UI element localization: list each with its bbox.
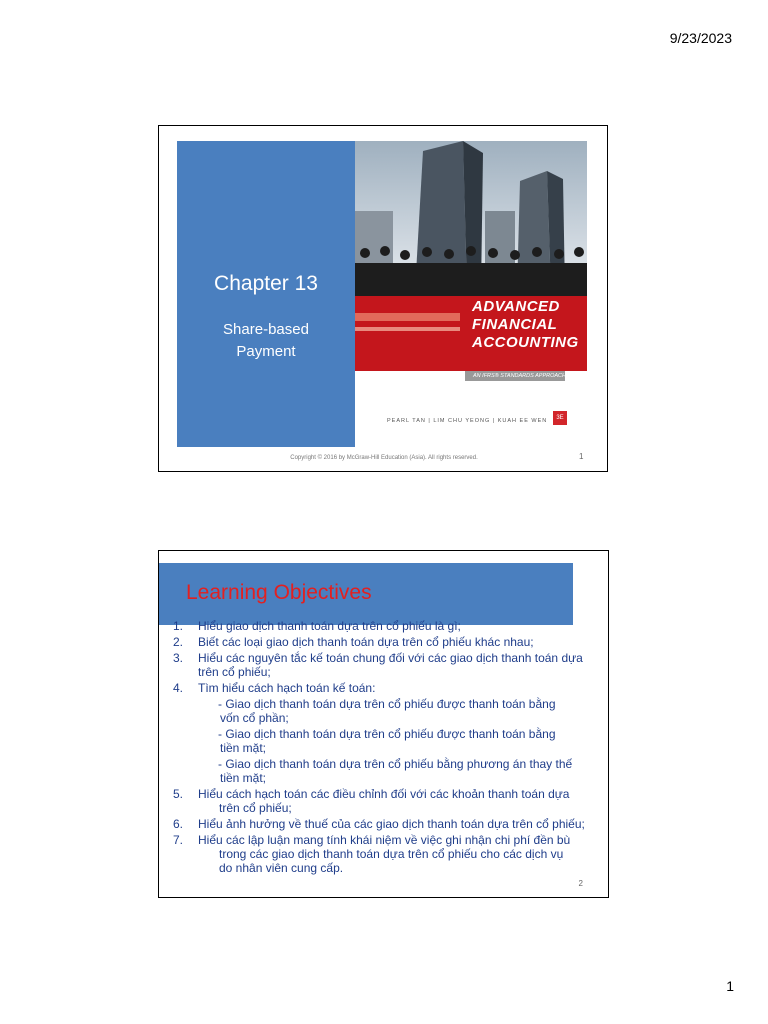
slide-title: Learning Objectives (186, 581, 372, 604)
sub-item-text: - Giao dịch thanh toán dựa trên cổ phiếu bằng phương án thay thế (218, 757, 573, 771)
sub-item-text-cont: tiền mặt; (220, 741, 267, 755)
item-number: 6. (173, 817, 184, 831)
slide-number: 2 (578, 879, 583, 888)
sub-item-text-cont: tiền mặt; (220, 771, 267, 785)
cover-title-2: FINANCIAL (472, 316, 558, 333)
item-text: Hiểu các lập luận mang tính khái niệm về việc ghi nhận chi phí đền bù (198, 833, 571, 847)
sub-item-text: - Giao dịch thanh toán dựa trên cổ phiếu được thanh toán bằng (218, 727, 556, 741)
list-item (173, 817, 598, 831)
slide-1 (158, 125, 608, 472)
subtitle-line-2: Payment (236, 343, 296, 360)
item-number: 4. (173, 681, 184, 695)
item-text-cont: trên cổ phiếu; (198, 665, 271, 679)
book-cover (355, 141, 587, 447)
subtitle-line-1: Share-based (223, 321, 309, 338)
item-text: Hiểu giao dịch thanh toán dựa trên cổ phiếu là gì; (198, 619, 461, 633)
edition-badge: 3E (553, 411, 567, 425)
book-cover-image (355, 141, 587, 447)
item-text: Biết các loại giao dịch thanh toán dựa trên cổ phiếu khác nhau; (198, 635, 534, 649)
list-item (173, 619, 598, 633)
item-text: Hiểu các nguyên tắc kế toán chung đối với các giao dịch thanh toán dựa (198, 651, 583, 665)
objectives-list (173, 619, 598, 877)
list-item (173, 651, 598, 679)
sub-list-item (173, 757, 598, 785)
sub-list-item (173, 697, 598, 725)
item-number: 3. (173, 651, 184, 665)
item-text: Hiểu cách hạch toán các điều chỉnh đối với các khoản thanh toán dựa (198, 787, 570, 801)
sub-list-item (173, 727, 598, 755)
chapter-subtitle (177, 319, 355, 363)
cover-title-3: ACCOUNTING (472, 334, 579, 351)
title-panel (177, 141, 355, 447)
item-text: Hiểu ảnh hưởng về thuế của các giao dịch thanh toán dựa trên cổ phiếu; (198, 817, 585, 831)
item-text-cont: trên cổ phiếu; (219, 801, 292, 815)
cover-subtitle: AN IFRS® STANDARDS APPROACH (473, 373, 566, 379)
cover-title-1: ADVANCED (472, 298, 560, 315)
list-item (173, 635, 598, 649)
chapter-title: Chapter 13 (214, 272, 318, 295)
sub-item-text-cont: vốn cổ phần; (220, 711, 289, 725)
item-number: 5. (173, 787, 184, 801)
slide-2 (158, 550, 609, 898)
slide-number: 1 (579, 452, 584, 461)
header-date: 9/23/2023 (669, 30, 732, 46)
sub-item-text: - Giao dịch thanh toán dựa trên cổ phiếu được thanh toán bằng (218, 697, 556, 711)
item-number: 2. (173, 635, 184, 649)
item-number: 1. (173, 619, 184, 633)
page-number: 1 (726, 978, 734, 994)
item-text-cont: trong các giao dịch thanh toán dựa trên cổ phiếu cho các dịch vụ do nhân viên cung cấp. (219, 847, 564, 875)
item-text: Tìm hiểu cách hạch toán kế toán: (198, 681, 376, 695)
list-item (173, 681, 598, 695)
item-number: 7. (173, 833, 184, 847)
list-item (173, 787, 598, 815)
copyright-text: Copyright © 2016 by McGraw-Hill Education (Asia). All rights reserved. (290, 455, 478, 461)
cover-authors: PEARL TAN | LIM CHU YEONG | KUAH EE WEN (387, 418, 548, 424)
list-item (173, 833, 598, 875)
